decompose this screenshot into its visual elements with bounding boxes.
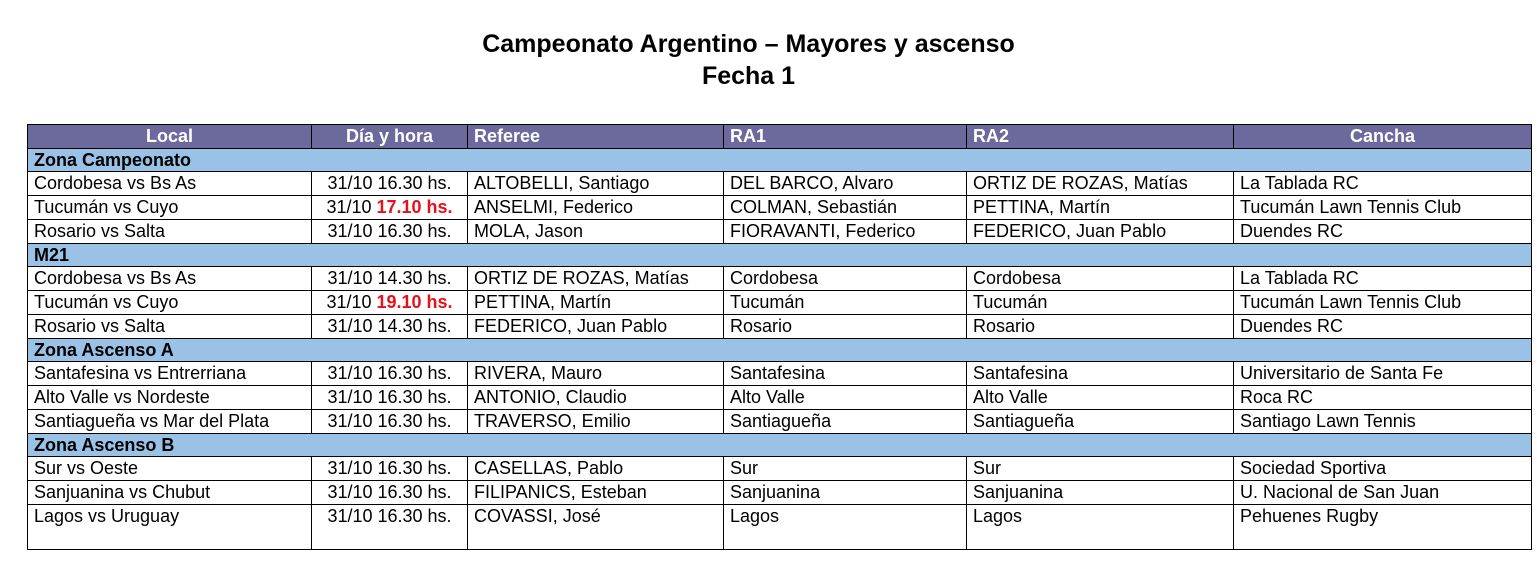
match-time: 16.30 hs. [377,411,452,431]
dia-y-hora-cell [312,172,468,196]
ra2-cell: Santafesina [967,362,1234,386]
cancha-cell: Tucumán Lawn Tennis Club [1234,291,1532,315]
match-date: 31/10 [327,363,373,383]
ra1-cell: Sanjuanina [724,481,967,505]
dia-y-hora-cell [312,481,468,505]
table-body [28,149,1532,550]
local-cell: Santiagueña vs Mar del Plata [28,410,312,434]
local-cell: Santafesina vs Entrerriana [28,362,312,386]
cancha-cell: Duendes RC [1234,220,1532,244]
header-ra1: RA1 [724,125,967,149]
match-time: 16.30 hs. [377,482,452,502]
dia-y-hora-cell [312,410,468,434]
ra2-cell: Tucumán [967,291,1234,315]
zone-name: Zona Ascenso A [28,339,1532,362]
cancha-cell: Pehuenes Rugby [1234,505,1532,550]
referee-cell: ANSELMI, Federico [468,196,724,220]
table-row [28,410,1532,434]
referee-cell: CASELLAS, Pablo [468,457,724,481]
ra2-cell: Rosario [967,315,1234,339]
referee-cell: ALTOBELLI, Santiago [468,172,724,196]
table-header [28,125,1532,149]
referee-cell: ORTIZ DE ROZAS, Matías [468,267,724,291]
title-line-1: Campeonato Argentino – Mayores y ascenso [482,30,1015,58]
cancha-cell: La Tablada RC [1234,267,1532,291]
local-cell: Cordobesa vs Bs As [28,172,312,196]
ra2-cell: Alto Valle [967,386,1234,410]
match-time: 16.30 hs. [377,458,452,478]
referee-cell: FILIPANICS, Esteban [468,481,724,505]
zone-name: M21 [28,244,1532,267]
zone-header-row [28,149,1532,172]
cancha-cell: La Tablada RC [1234,172,1532,196]
zone-header-row [28,434,1532,457]
ra1-cell: Alto Valle [724,386,967,410]
header-cancha: Cancha [1234,125,1532,149]
match-time: 19.10 hs. [376,292,453,312]
table-row [28,362,1532,386]
ra1-cell: Rosario [724,315,967,339]
header-local: Local [28,125,312,149]
dia-y-hora-cell [312,386,468,410]
fixture-table [27,124,1532,550]
document-title [0,28,1497,92]
match-time: 16.30 hs. [377,221,452,241]
zone-header-row [28,339,1532,362]
ra2-cell: PETTINA, Martín [967,196,1234,220]
header-row [28,125,1532,149]
cancha-cell: Duendes RC [1234,315,1532,339]
local-cell: Rosario vs Salta [28,315,312,339]
table-row [28,220,1532,244]
match-date: 31/10 [327,482,373,502]
cancha-cell: Roca RC [1234,386,1532,410]
ra1-cell: DEL BARCO, Alvaro [724,172,967,196]
dia-y-hora-cell [312,220,468,244]
ra1-cell: Cordobesa [724,267,967,291]
cancha-cell: Santiago Lawn Tennis [1234,410,1532,434]
ra2-cell: ORTIZ DE ROZAS, Matías [967,172,1234,196]
header-referee: Referee [468,125,724,149]
dia-y-hora-cell [312,267,468,291]
table-row [28,267,1532,291]
referee-cell: RIVERA, Mauro [468,362,724,386]
match-time: 14.30 hs. [377,316,452,336]
match-date: 31/10 [327,458,373,478]
header-dia-y-hora: Día y hora [312,125,468,149]
local-cell: Sur vs Oeste [28,457,312,481]
zone-name: Zona Ascenso B [28,434,1532,457]
referee-cell: TRAVERSO, Emilio [468,410,724,434]
title-line-2: Fecha 1 [701,62,796,90]
referee-cell: ANTONIO, Claudio [468,386,724,410]
table-row [28,291,1532,315]
table-row [28,315,1532,339]
cancha-cell: U. Nacional de San Juan [1234,481,1532,505]
referee-cell: FEDERICO, Juan Pablo [468,315,724,339]
match-time: 14.30 hs. [377,268,452,288]
match-time: 16.30 hs. [377,506,452,526]
ra1-cell: FIORAVANTI, Federico [724,220,967,244]
zone-header-row [28,244,1532,267]
local-cell: Sanjuanina vs Chubut [28,481,312,505]
dia-y-hora-cell [312,315,468,339]
ra2-cell: Santiagueña [967,410,1234,434]
dia-y-hora-cell [312,196,468,220]
match-date: 31/10 [327,268,373,288]
ra2-cell: Sur [967,457,1234,481]
match-date: 31/10 [327,221,373,241]
dia-y-hora-cell [312,291,468,315]
local-cell: Alto Valle vs Nordeste [28,386,312,410]
cancha-cell: Universitario de Santa Fe [1234,362,1532,386]
match-date: 31/10 [327,506,373,526]
ra2-cell: Sanjuanina [967,481,1234,505]
local-cell: Tucumán vs Cuyo [28,196,312,220]
ra1-cell: Lagos [724,505,967,550]
referee-cell: MOLA, Jason [468,220,724,244]
referee-cell: PETTINA, Martín [468,291,724,315]
ra1-cell: Santiagueña [724,410,967,434]
cancha-cell: Sociedad Sportiva [1234,457,1532,481]
referee-cell: COVASSI, José [468,505,724,550]
ra2-cell: Lagos [967,505,1234,550]
match-date: 31/10 [327,411,373,431]
match-time: 17.10 hs. [376,197,453,217]
match-time: 16.30 hs. [377,387,452,407]
local-cell: Lagos vs Uruguay [28,505,312,550]
ra1-cell: Sur [724,457,967,481]
dia-y-hora-cell [312,505,468,550]
cancha-cell: Tucumán Lawn Tennis Club [1234,196,1532,220]
table-row [28,505,1532,550]
zone-name: Zona Campeonato [28,149,1532,172]
local-cell: Tucumán vs Cuyo [28,291,312,315]
dia-y-hora-cell [312,457,468,481]
dia-y-hora-cell [312,362,468,386]
ra2-cell: FEDERICO, Juan Pablo [967,220,1234,244]
ra1-cell: COLMAN, Sebastián [724,196,967,220]
match-time: 16.30 hs. [377,173,452,193]
table-row [28,172,1532,196]
match-date: 31/10 [326,197,372,217]
local-cell: Rosario vs Salta [28,220,312,244]
table-row [28,457,1532,481]
match-date: 31/10 [326,292,372,312]
ra1-cell: Tucumán [724,291,967,315]
ra1-cell: Santafesina [724,362,967,386]
match-date: 31/10 [327,316,373,336]
header-ra2: RA2 [967,125,1234,149]
local-cell: Cordobesa vs Bs As [28,267,312,291]
table-row [28,196,1532,220]
match-date: 31/10 [327,387,373,407]
table-row [28,386,1532,410]
match-time: 16.30 hs. [377,363,452,383]
table-row [28,481,1532,505]
match-date: 31/10 [327,173,373,193]
ra2-cell: Cordobesa [967,267,1234,291]
